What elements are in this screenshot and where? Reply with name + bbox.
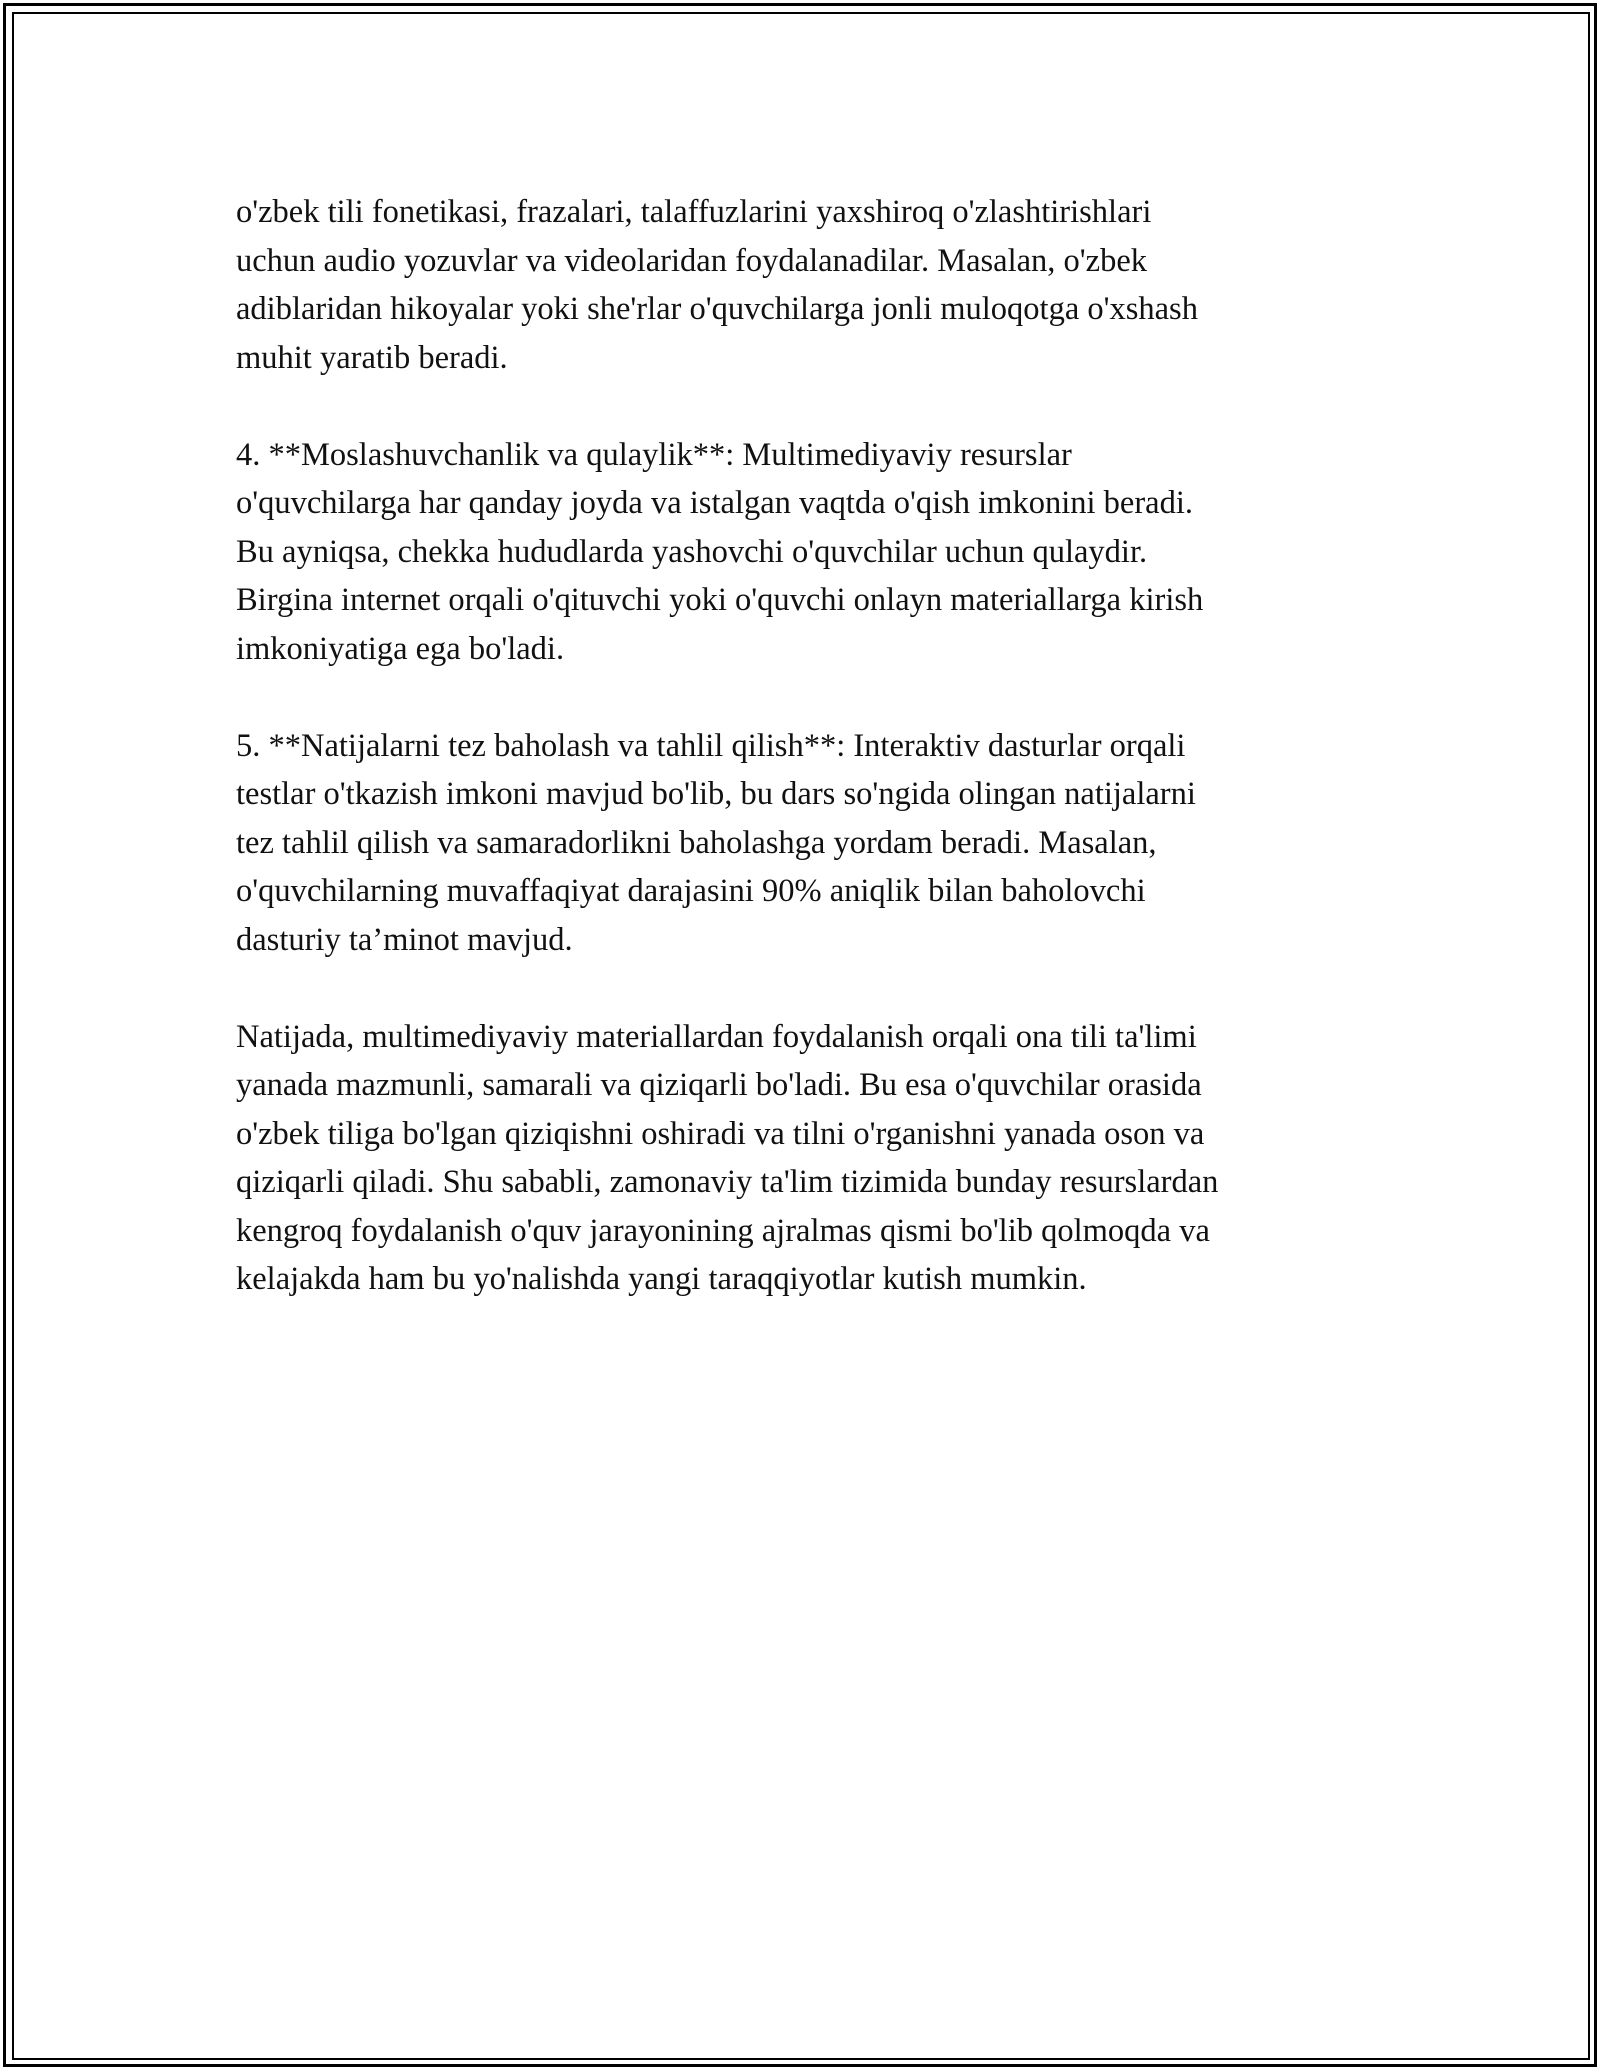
text-line: muhit yaratib beradi. — [236, 339, 508, 376]
text-line: dasturiy ta’minot mavjud. — [236, 921, 573, 958]
text-line: qiziqarli qiladi. Shu sababli, zamonaviy ta'lim tizimida bunday resurslardan — [236, 1164, 1219, 1200]
paragraph-item-4 — [236, 431, 1376, 674]
text-line: o'zbek tiliga bo'lgan qiziqishni oshiradi va tilni o'rganishni yanada oson va — [236, 1115, 1205, 1152]
text-line: adiblaridan hikoyalar yoki she'rlar o'quvchilarga jonli muloqotga o'xshash — [236, 291, 1198, 327]
text-line: o'quvchilarning muvaffaqiyat darajasini 90% aniqlik bilan baholovchi — [236, 873, 1146, 909]
document-body — [236, 188, 1376, 1352]
text-line: o'zbek tili fonetikasi, frazalari, talaffuzlarini yaxshiroq o'zlashtirishlari — [236, 194, 1152, 230]
text-line: uchun audio yozuvlar va videolaridan foydalanadilar. Masalan, o'zbek — [236, 242, 1148, 279]
text-line: 4. **Moslashuvchanlik va qulaylik**: Multimediyaviy resurslar — [236, 436, 1072, 473]
paragraph-conclusion — [236, 1013, 1376, 1304]
text-line: yanada mazmunli, samarali va qiziqarli bo'ladi. Bu esa o'quvchilar orasida — [236, 1067, 1202, 1103]
text-line: imkoniyatiga ega bo'ladi. — [236, 630, 565, 667]
paragraph-continuation — [236, 188, 1376, 382]
text-line: tez tahlil qilish va samaradorlikni baholashga yordam beradi. Masalan, — [236, 824, 1157, 861]
text-line: Natijada, multimediyaviy materiallardan foydalanish orqali ona tili ta'limi — [236, 1018, 1197, 1055]
text-line: o'quvchilarga har qanday joyda va istalgan vaqtda o'qish imkonini beradi. — [236, 485, 1193, 521]
text-line: Bu ayniqsa, chekka hududlarda yashovchi o'quvchilar uchun qulaydir. — [236, 533, 1148, 570]
text-line: kelajakda ham bu yo'nalishda yangi taraqqiyotlar kutish mumkin. — [236, 1261, 1087, 1297]
text-line: testlar o'tkazish imkoni mavjud bo'lib, bu dars so'ngida olingan natijalarni — [236, 776, 1196, 812]
paragraph-item-5 — [236, 722, 1376, 965]
text-line: 5. **Natijalarni tez baholash va tahlil qilish**: Interaktiv dasturlar orqali — [236, 727, 1186, 764]
text-line: Birgina internet orqali o'qituvchi yoki o'quvchi onlayn materiallarga kirish — [236, 582, 1204, 618]
text-line: kengroq foydalanish o'quv jarayonining ajralmas qismi bo'lib qolmoqda va — [236, 1212, 1210, 1249]
